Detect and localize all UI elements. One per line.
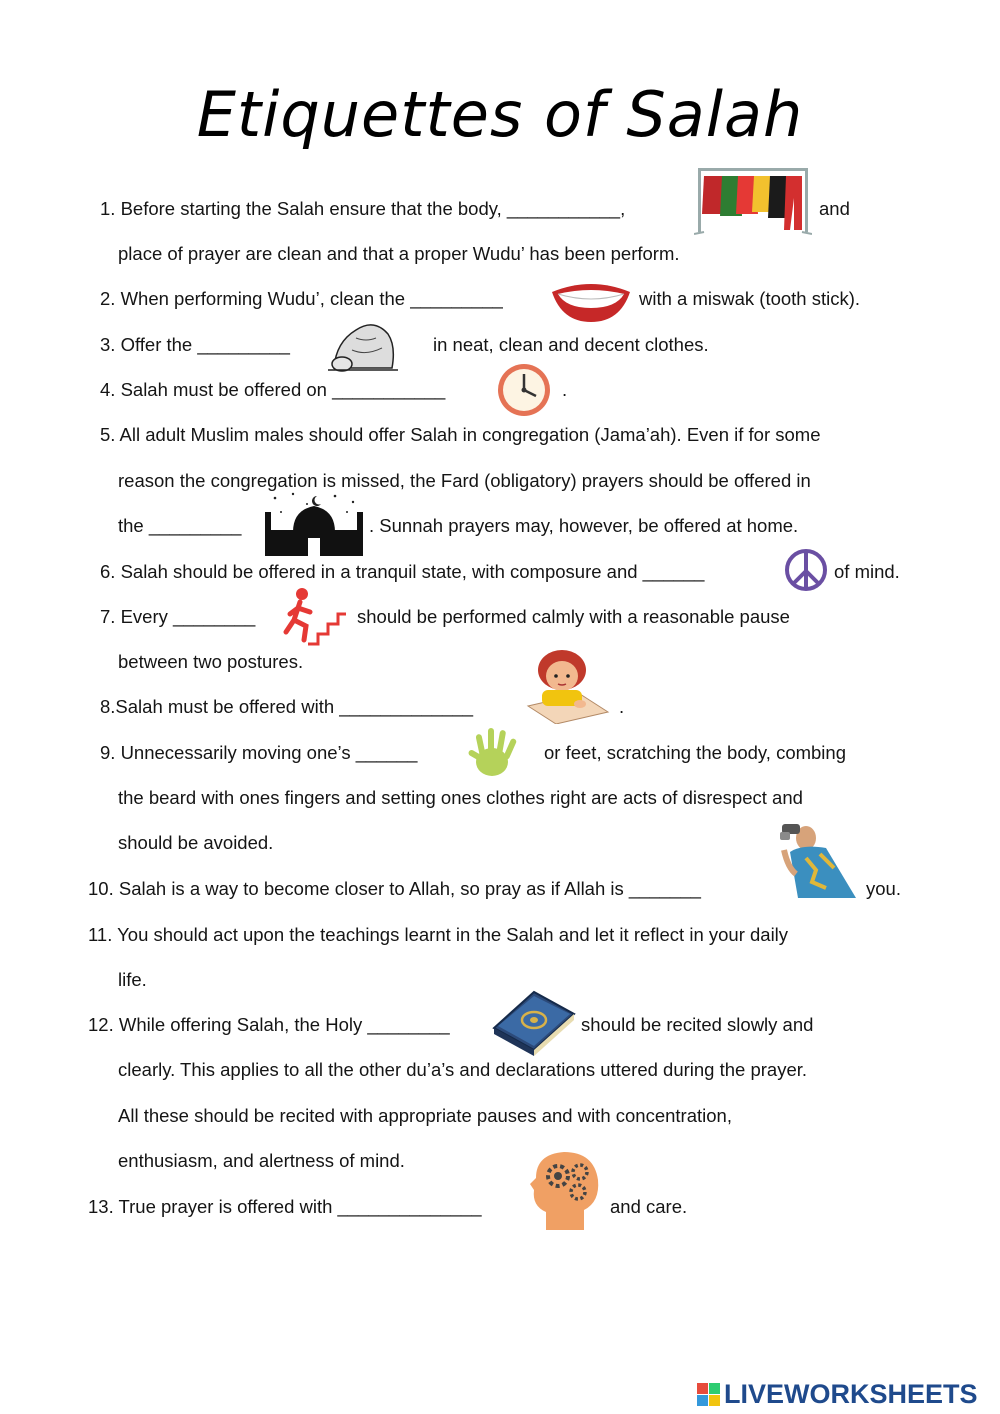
item-9-text: 9. Unnecessarily moving one’s ______ [100, 742, 418, 763]
item-2-text-end: with a miswak (tooth stick). [639, 288, 861, 309]
item-9-text-end: or feet, scratching the body, combing [544, 742, 846, 763]
hand-icon [466, 724, 526, 780]
item-4-text-end: . [562, 379, 568, 400]
item-1-continued: place of prayer are clean and that a proper Wudu’ has been perform. [118, 243, 680, 264]
item-12-continued-2: All these should be recited with appropriate pauses and with concentration, [118, 1105, 732, 1126]
peace-sign-icon [784, 548, 828, 592]
smiling-mouth-icon [550, 278, 632, 324]
item-4-text: 4. Salah must be offered on ___________ [100, 379, 446, 400]
head-gears-icon [528, 1150, 602, 1232]
item-11-continued: life. [118, 969, 147, 990]
item-13-text-end: and care. [610, 1196, 688, 1217]
item-8-text-end: . [619, 696, 625, 717]
item-3-text-end: in neat, clean and decent clothes. [433, 334, 709, 355]
item-8-text: 8.Salah must be offered with _____________ [100, 696, 474, 717]
item-7-text: 7. Every ________ [100, 606, 256, 627]
liveworksheets-wordmark: LIVEWORKSHEETS [724, 1379, 978, 1409]
liveworksheets-brand [697, 1379, 978, 1410]
item-11-text: 11. You should act upon the teachings learnt in the Salah and let it reflect in your daily [88, 924, 789, 945]
person-with-binoculars-icon [776, 818, 858, 900]
item-10-text-end: you. [866, 878, 901, 899]
item-6-text: 6. Salah should be offered in a tranquil state, with composure and ______ [100, 561, 705, 582]
item-12-continued-3: enthusiasm, and alertness of mind. [118, 1150, 405, 1171]
item-12-text: 12. While offering Salah, the Holy ________ [88, 1014, 450, 1035]
item-12-text-end: should be recited slowly and [581, 1014, 814, 1035]
clock-icon [496, 362, 552, 418]
quran-book-icon [490, 988, 578, 1056]
item-3-text: 3. Offer the _________ [100, 334, 290, 355]
item-5-continued-2: the _________ [118, 515, 242, 536]
item-5-text: 5. All adult Muslim males should offer Salah in congregation (Jama’ah). Even if for some [100, 424, 821, 445]
item-13-text: 13. True prayer is offered with ______________ [88, 1196, 482, 1217]
item-10-text: 10. Salah is a way to become closer to Allah, so pray as if Allah is _______ [88, 878, 701, 899]
prostrating-person-icon [326, 312, 400, 374]
liveworksheets-logo-icon [697, 1383, 721, 1407]
item-2-text: 2. When performing Wudu’, clean the _________ [100, 288, 503, 309]
item-9-continued: the beard with ones fingers and setting ones clothes right are acts of disrespect and [118, 787, 803, 808]
item-7-continued: between two postures. [118, 651, 304, 672]
item-6-text-end: of mind. [834, 561, 900, 582]
climbing-stairs-icon [282, 586, 346, 646]
item-7-text-end: should be performed calmly with a reasonable pause [357, 606, 790, 627]
page-title: Etiquettes of Salah [196, 78, 804, 151]
item-12-continued: clearly. This applies to all the other du’a’s and declarations uttered during the prayer. [118, 1059, 808, 1080]
item-1-text-end: and [819, 198, 850, 219]
clothes-rack-icon [694, 164, 812, 236]
item-1-text: 1. Before starting the Salah ensure that the body, ___________, [100, 198, 626, 219]
focused-girl-drawing-icon [520, 646, 612, 724]
item-5-text-end: . Sunnah prayers may, however, be offered at home. [369, 515, 799, 536]
mosque-icon [263, 490, 365, 556]
item-5-continued: reason the congregation is missed, the Fard (obligatory) prayers should be offered in [118, 470, 811, 491]
item-9-continued-2: should be avoided. [118, 832, 274, 853]
